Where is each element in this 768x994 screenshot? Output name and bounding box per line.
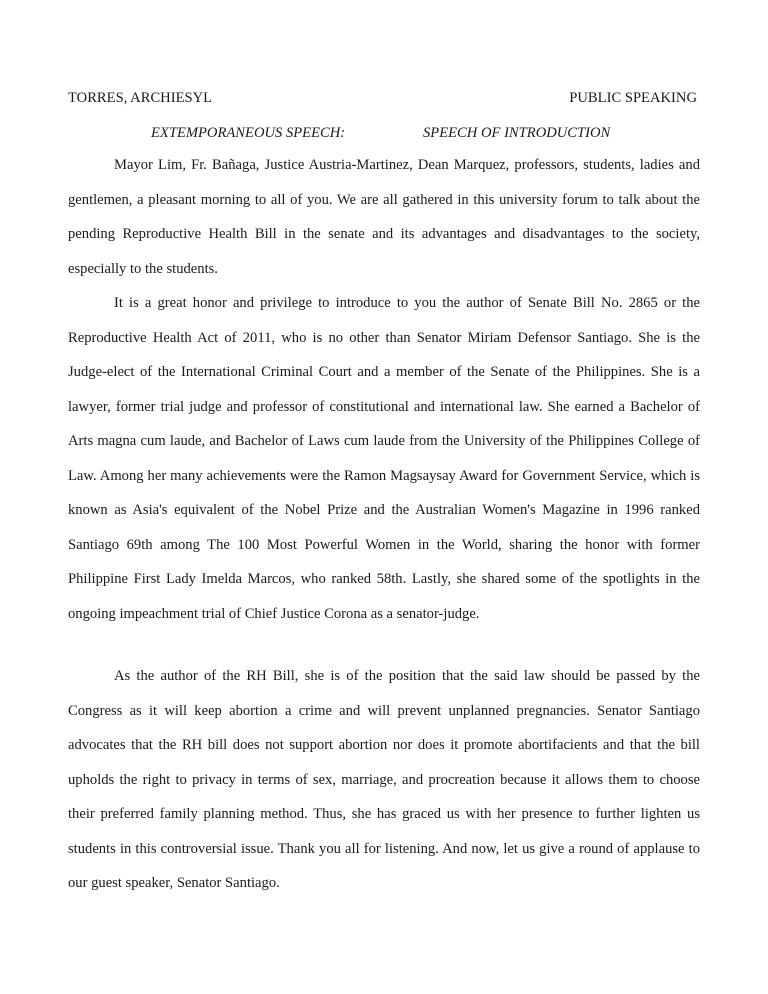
paragraph-1 (68, 148, 700, 286)
paragraph-3-text: As the author of the RH Bill, she is of the position that the said law should be passed by the Congress as it will keep abortion a crime and will prevent unplanned pregnancies. Senator Santiago advocates that the RH bill does not support abortion nor does it promote abortifacients and that the bill upholds the right to privacy in terms of sex, marriage, and procreation because it allows them to choose their preferred family planning method. Thus, she has graced us with her presence to further lighten us students in this controversial issue. Thank you all for listening. And now, let us give a round of applause to our guest speaker, Senator Santiago. (68, 668, 700, 891)
header (68, 90, 697, 107)
paragraph-2-text: It is a great honor and privilege to introduce to you the author of Senate Bill No. 2865 or the Reproductive Health Act of 2011, who is no other than Senator Miriam Defensor Santiago. She is the Judge-elect of the International Criminal Court and a member of the Senate of the Philippines. She is a lawyer, former trial judge and professor of constitutional and international law. She earned a Bachelor of Arts magna cum laude, and Bachelor of Laws cum laude from the University of the Philippines College of Law. Among her many achievements were the Ramon Magsaysay Award for Government Service, which is known as Asia's equivalent of the Nobel Prize and the Australian Women's Magazine in 1996 ranked Santiago 69th among The 100 Most Powerful Women in the World, sharing the honor with former Philippine First Lady Imelda Marcos, who ranked 58th. Lastly, she shared some of the spotlights in the ongoing impeachment trial of Chief Justice Corona as a senator-judge. (68, 295, 700, 622)
paragraph-1-text: Mayor Lim, Fr. Bañaga, Justice Austria-Martinez, Dean Marquez, professors, students, ladies and gentlemen, a pleasant morning to all of you. We are all gathered in this university forum to talk about the pending Reproductive Health Bill in the senate and its advantages and disadvantages to the society, especially to the students. (68, 157, 700, 277)
paragraph-2 (68, 286, 700, 631)
course-name: PUBLIC SPEAKING (569, 90, 697, 106)
speech-kind: SPEECH OF INTRODUCTION (423, 125, 611, 141)
paragraph-3 (68, 659, 700, 901)
speech-type: EXTEMPORANEOUS SPEECH: (151, 125, 346, 141)
author-name: TORRES, ARCHIESYL (68, 90, 213, 106)
